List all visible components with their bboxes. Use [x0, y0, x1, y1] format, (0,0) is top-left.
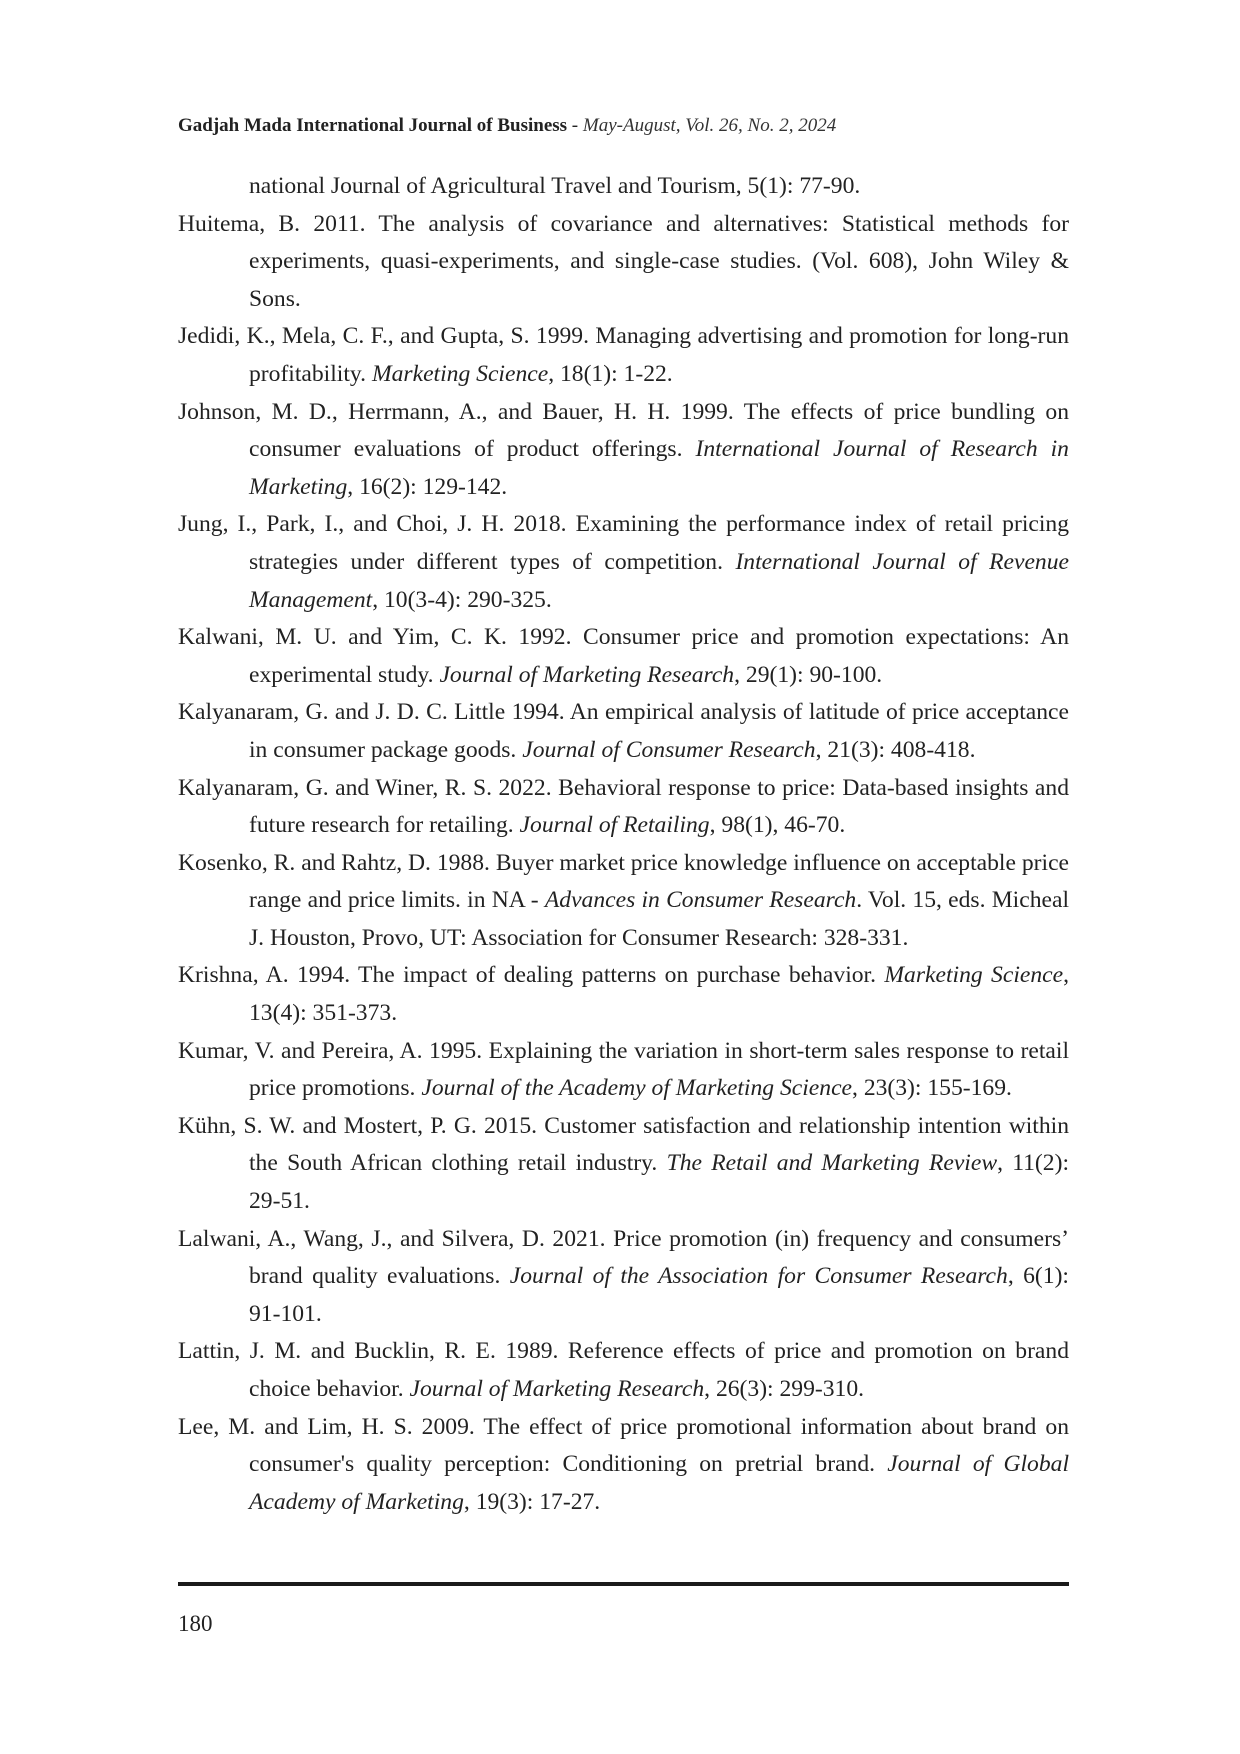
reference-text: Kumar, V. and Pereira, A. 1995. Explaining the variation in short-term sales response to retail price promotions. — [178, 1037, 1069, 1102]
reference-source: International Journal of Research in Marketing — [249, 436, 1069, 500]
reference-source: Marketing Science — [884, 962, 1064, 989]
reference-entry — [178, 619, 1069, 694]
reference-source: International Journal of Revenue Management — [249, 548, 1069, 613]
reference-text: Kalyanaram, G. and Winer, R. S. 2022. Behavioral response to price: Data-based insights and future research for retailing. — [178, 774, 1069, 839]
reference-text: Huitema, B. 2011. The analysis of covariance and alternatives: Statistical methods for experiments, quasi-experiments, and single-case studies. (Vol. 608), John Wiley & Sons. — [178, 210, 1069, 312]
reference-items — [178, 206, 1069, 1522]
reference-text: Kühn, S. W. and Mostert, P. G. 2015. Customer satisfaction and relationship intention within the South African clothing retail industry. — [178, 1112, 1069, 1177]
header-separator: - — [567, 115, 583, 136]
reference-source: The Retail and Marketing Review — [666, 1150, 998, 1177]
reference-source: Journal of Global Academy of Marketing — [249, 1451, 1070, 1515]
reference-details: , 10(3-4): 290-325. — [372, 586, 552, 613]
reference-source: Journal of the Academy of Marketing Science — [421, 1075, 853, 1102]
reference-text: Lalwani, A., Wang, J., and Silvera, D. 2021. Price promotion (in) frequency and consumers’ brand quality evaluations. — [178, 1225, 1069, 1290]
reference-text: Jedidi, K., Mela, C. F., and Gupta, S. 1999. Managing advertising and promotion for long-run profitability. — [178, 323, 1069, 387]
reference-source: Advances in Consumer Research — [544, 887, 857, 914]
reference-entry — [178, 1221, 1069, 1334]
reference-entry — [178, 1333, 1069, 1408]
reference-details: . Vol. 15, eds. Micheal J. Houston, Provo, UT: Association for Consumer Research: 328-331. — [249, 887, 1069, 951]
reference-entry — [178, 694, 1069, 769]
reference-text: Kalyanaram, G. and J. D. C. Little 1994. An empirical analysis of latitude of price acceptance in consumer package goods. — [178, 699, 1069, 763]
journal-title: Gadjah Mada International Journal of Business — [178, 115, 568, 136]
reference-details: , 19(3): 17-27. — [463, 1488, 601, 1515]
reference-source: Journal of Marketing Research — [409, 1376, 705, 1402]
reference-entry — [178, 318, 1069, 393]
reference-source: Journal of Retailing — [519, 812, 710, 839]
reference-details: , 18(1): 1-22. — [548, 360, 673, 387]
reference-details: , 16(2): 129-142. — [347, 473, 508, 500]
reference-text: Lee, M. and Lim, H. S. 2009. The effect of price promotional information about brand on consumer's quality perception: Conditioning on pretrial brand. — [178, 1413, 1069, 1478]
reference-details: , 13(4): 351-373. — [249, 962, 1069, 1027]
reference-text: Lattin, J. M. and Bucklin, R. E. 1989. Reference effects of price and promotion on brand choice behavior. — [178, 1338, 1069, 1402]
reference-entry — [178, 1033, 1069, 1108]
reference-entry — [178, 206, 1069, 319]
reference-list — [178, 168, 1069, 1521]
reference-entry — [178, 957, 1069, 1032]
reference-details: , 6(1): 91-101. — [249, 1263, 1069, 1327]
reference-text: Kalwani, M. U. and Yim, C. K. 1992. Consumer price and promotion expectations: An experimental study. — [178, 624, 1069, 688]
reference-entry — [178, 770, 1069, 845]
reference-text: Johnson, M. D., Herrmann, A., and Bauer, H. H. 1999. The effects of price bundling on consumer evaluations of product offerings. — [178, 398, 1069, 463]
running-header — [178, 114, 1068, 138]
reference-entry — [178, 394, 1069, 507]
reference-details: , 23(3): 155-169. — [852, 1075, 1012, 1102]
reference-details: , 21(3): 408-418. — [815, 736, 976, 763]
reference-continuation: national Journal of Agricultural Travel and Tourism, 5(1): 77-90. — [249, 173, 861, 199]
reference-entry — [178, 845, 1069, 958]
reference-entry — [178, 506, 1069, 619]
reference-source: Journal of Consumer Research — [522, 736, 816, 763]
reference-text: Krishna, A. 1994. The impact of dealing patterns on purchase behavior. — [178, 962, 885, 989]
reference-entry — [178, 1108, 1069, 1221]
reference-details: , 98(1), 46-70. — [709, 812, 846, 839]
reference-details: , 11(2): 29-51. — [249, 1150, 1069, 1215]
issue-info: May-August, Vol. 26, No. 2, 2024 — [582, 115, 837, 136]
reference-details: , 29(1): 90-100. — [734, 661, 883, 688]
reference-text: Jung, I., Park, I., and Choi, J. H. 2018. Examining the performance index of retail pricing strategies under different types of competition. — [178, 511, 1069, 575]
reference-source: Journal of the Association for Consumer Research — [509, 1263, 1008, 1290]
reference-entry — [178, 1409, 1069, 1522]
reference-text: Kosenko, R. and Rahtz, D. 1988. Buyer market price knowledge influence on acceptable price range and price limits. in NA - — [178, 849, 1070, 914]
reference-details: , 26(3): 299-310. — [704, 1376, 865, 1402]
reference-source: Marketing Science — [371, 360, 549, 387]
reference-source: Journal of Marketing Research — [439, 661, 735, 688]
footer-rule — [178, 1582, 1069, 1586]
page-number: 180 — [178, 1611, 213, 1636]
